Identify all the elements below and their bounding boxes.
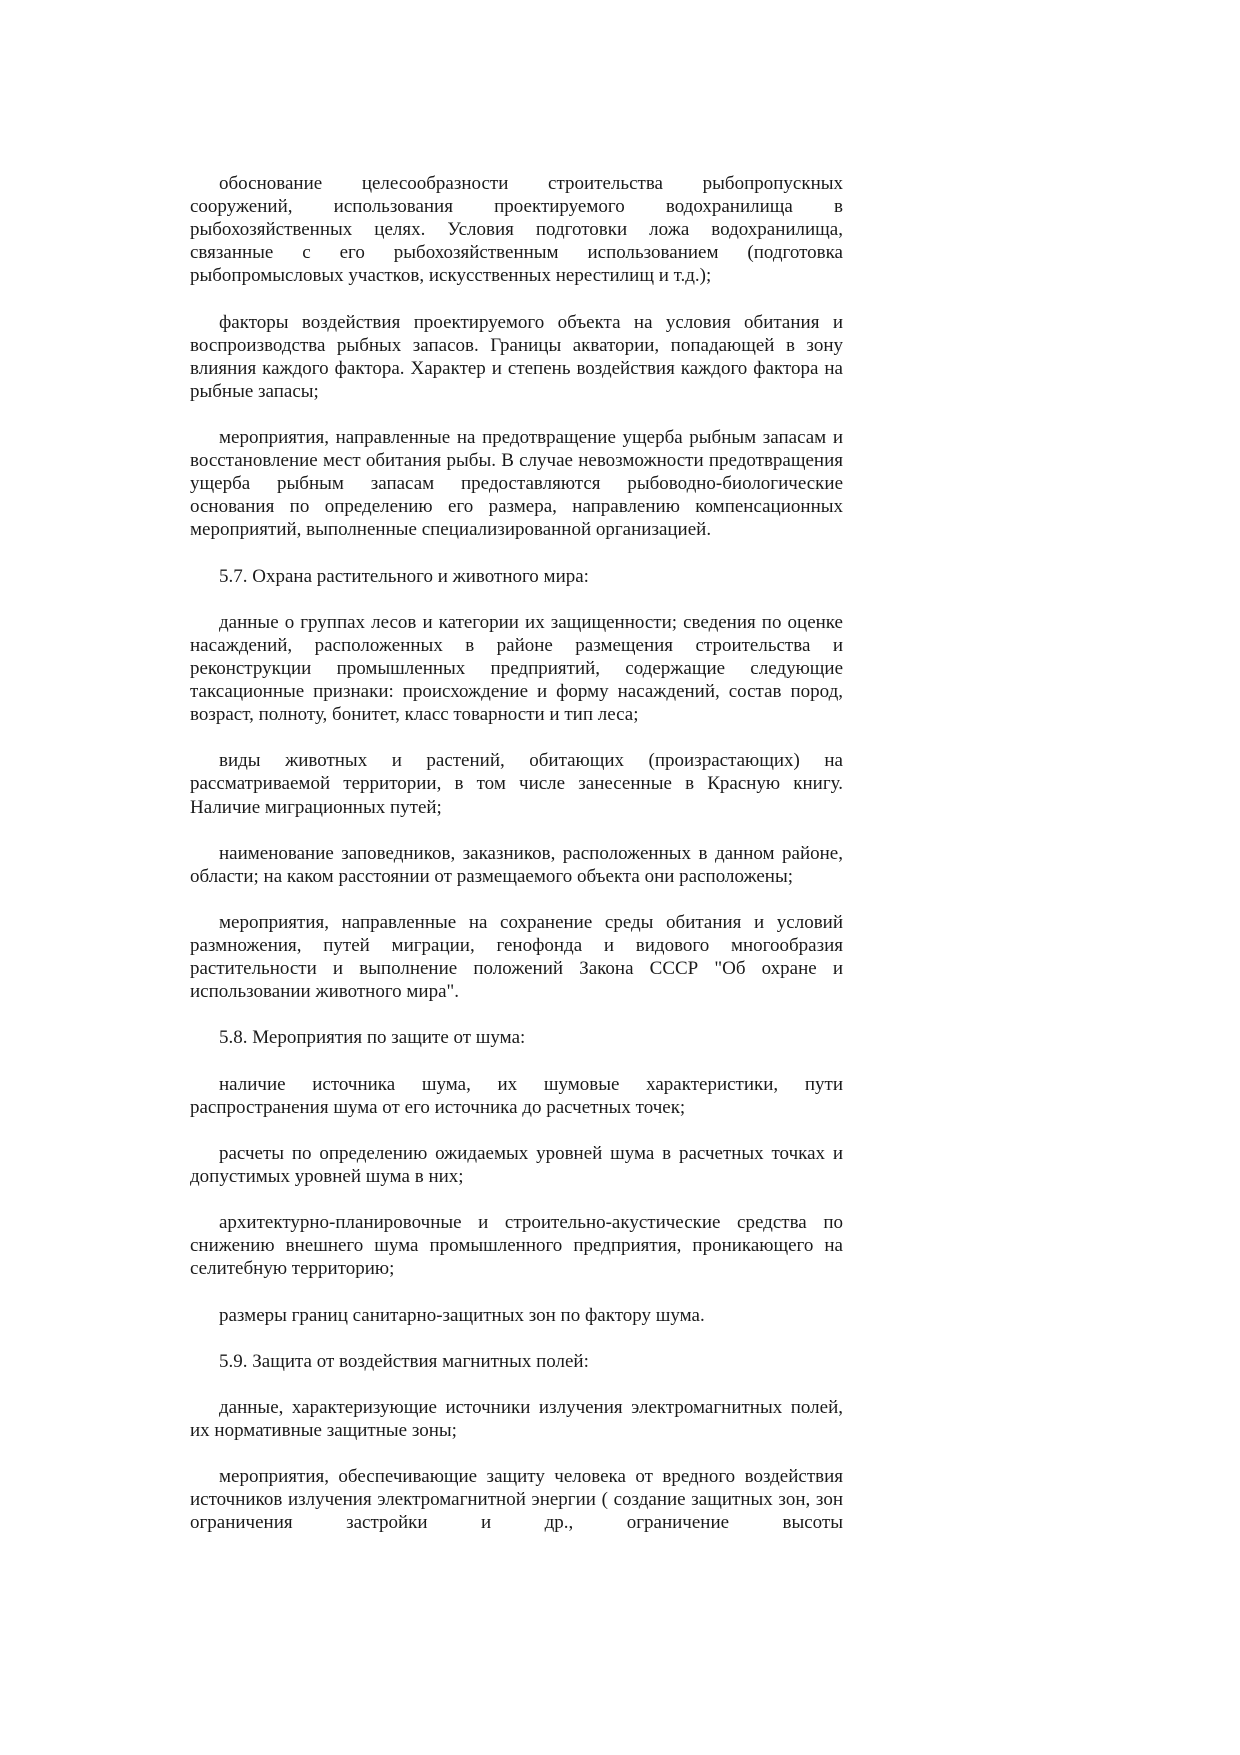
paragraph-sanitary-zones: размеры границ санитарно-защитных зон по фактору шума.: [219, 1304, 705, 1326]
paragraph-impact-factors: факторы воздействия проектируемого объекта на условия обитания и воспроизводства рыбных запасов. Границы акватории, попадающей в зону влияния каждого фактора. Характер и степень воздействия каждого фактора на рыбные запасы;: [190, 311, 843, 402]
paragraph-noise-calculations: расчеты по определению ожидаемых уровней шума в расчетных точках и допустимых уровней шума в них;: [190, 1142, 843, 1188]
document-body: [190, 172, 843, 1558]
paragraph-em-sources: данные, характеризующие источники излучения электромагнитных полей, их нормативные защитные зоны;: [190, 1396, 843, 1442]
paragraph-forest-groups: данные о группах лесов и категории их защищенности; сведения по оценке насаждений, расположенных в районе размещения строительства и реконструкции промышленных предприятий, содержащие следующие таксационные признаки: происхождение и форму насаждений, состав пород, возраст, полноту, бонитет, класс товарности и тип леса;: [190, 611, 843, 726]
paragraph-species: виды животных и растений, обитающих (произрастающих) на рассматриваемой территории, в том числе занесенные в Красную книгу. Наличие миграционных путей;: [190, 750, 843, 818]
section-heading-5-8: 5.8. Мероприятия по защите от шума:: [219, 1027, 526, 1049]
paragraph-habitat-measures: мероприятия, направленные на сохранение среды обитания и условий размножения, путей миграции, генофонда и видового многообразия растительности и выполнение положений Закона СССР "Об охране и использовании животного мира".: [190, 912, 843, 1003]
paragraph-noise-sources: наличие источника шума, их шумовые характеристики, пути распространения шума от его источника до расчетных точек;: [190, 1073, 843, 1118]
paragraph-noise-reduction: архитектурно-планировочные и строительно-акустические средства по снижению внешнего шума промышленного предприятия, проникающего на селитебную территорию;: [190, 1212, 843, 1280]
paragraph-reserves: наименование заповедников, заказников, расположенных в данном районе, области; на каком расстоянии от размещаемого объекта они расположены;: [190, 842, 843, 887]
paragraph-fish-damage-prevention: мероприятия, направленные на предотвращение ущерба рыбным запасам и восстановление мест обитания рыбы. В случае невозможности предотвращения ущерба рыбным запасам предоставляются рыбоводно-биологические основания по определению его размера, направлению компенсационных мероприятий, выполненные специализированной организацией.: [190, 427, 843, 541]
section-heading-5-9: 5.9. Защита от воздействия магнитных полей:: [219, 1350, 589, 1372]
paragraph-fish-passage-justification: обоснование целесообразности строительства рыбопропускных сооружений, использования проектируемого водохранилища в рыбохозяйственных целях. Условия подготовки ложа водохранилища, связанные с его рыбохозяйственным использованием (подготовка рыбопромысловых участков, искусственных нерестилищ и т.д.);: [190, 173, 843, 287]
section-heading-5-7: 5.7. Охрана растительного и животного мира:: [219, 565, 589, 587]
paragraph-em-protection: мероприятия, обеспечивающие защиту человека от вредного воздействия источников излучения электромагнитной энергии ( создание защитных зон, зон ограничения застройки и др., ограничение высоты: [190, 1466, 843, 1534]
